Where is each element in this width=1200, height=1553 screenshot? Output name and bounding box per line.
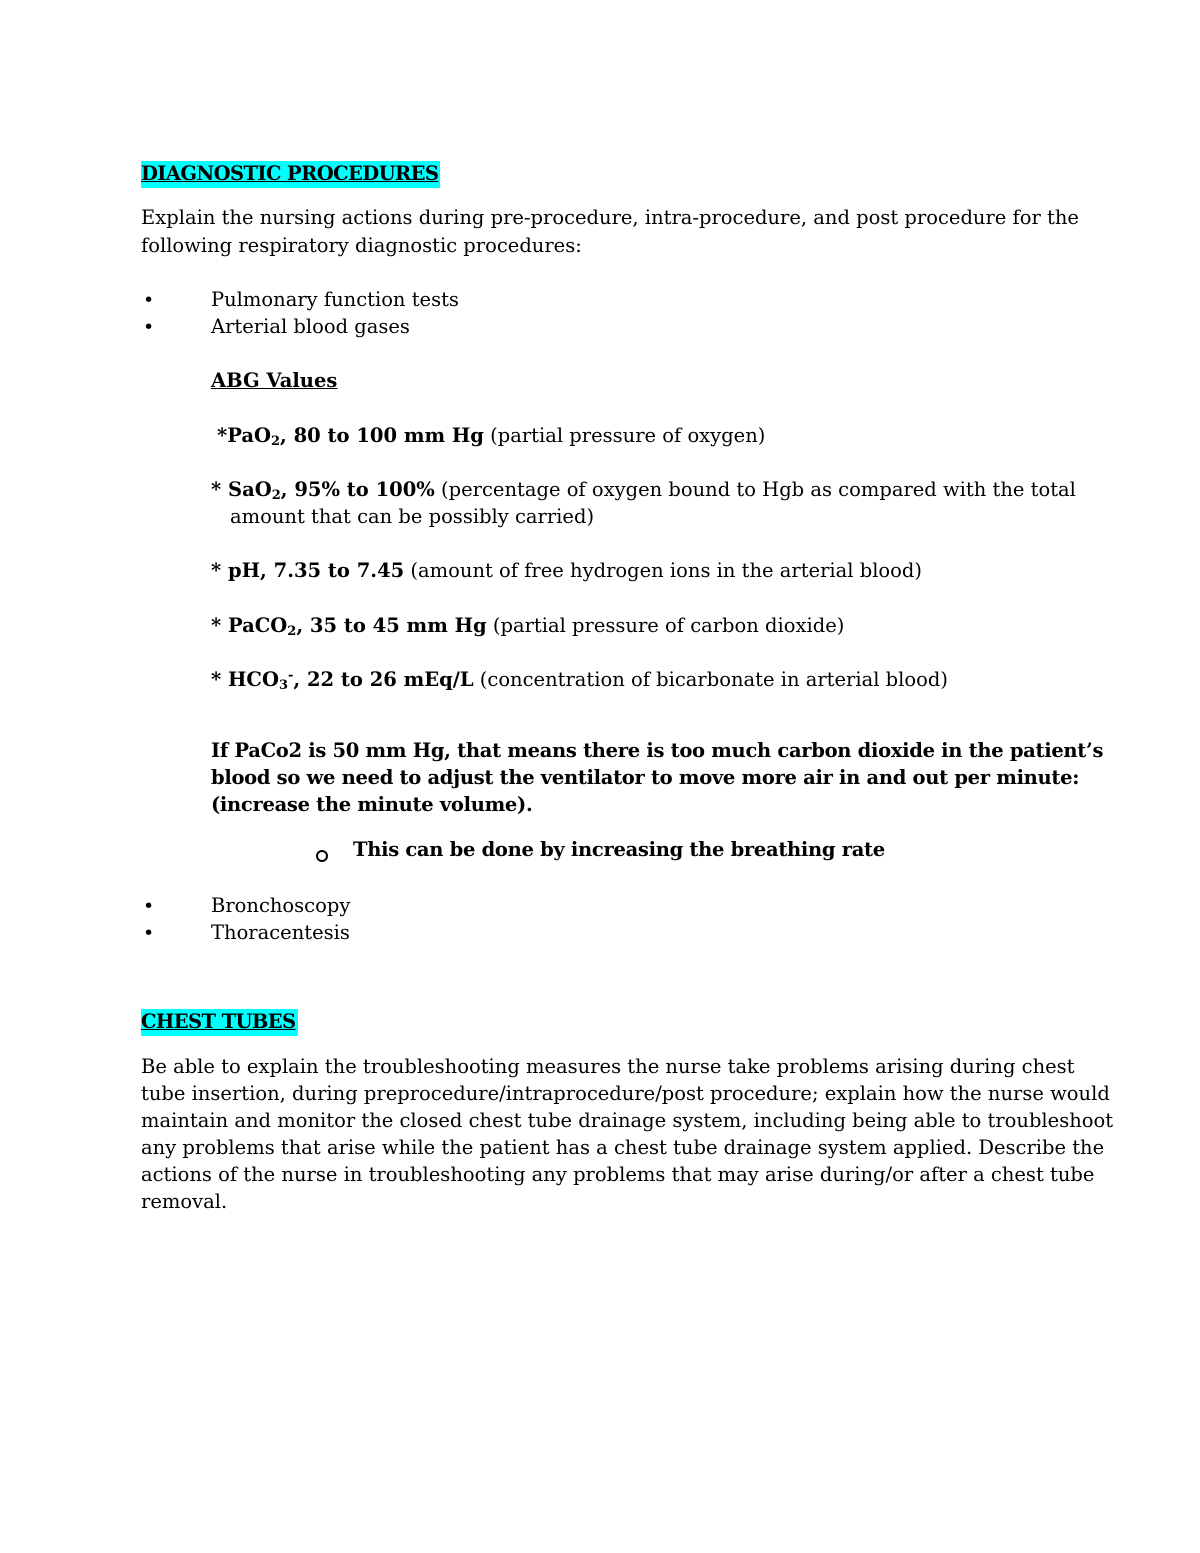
bullet-icon: • [143, 289, 155, 311]
diagnostic-intro-line-1: Explain the nursing actions during pre-procedure, intra-procedure, and post procedure for the [141, 206, 1079, 229]
abg-sao2-line-2: amount that can be possibly carried) [230, 505, 595, 528]
list-item-pulmonary: Pulmonary function tests [211, 288, 459, 311]
list-item-thoracentesis: Thoracentesis [211, 921, 350, 944]
abg-pao2: *PaO$_2$, 80 to 100 mm Hg (partial pressure of oxygen) [217, 424, 766, 449]
chest-paragraph-line: tube insertion, during preprocedure/intraprocedure/post procedure; explain how the nurse would [141, 1082, 1110, 1105]
bullet-icon: • [143, 895, 155, 917]
chest-paragraph-line: any problems that arise while the patient has a chest tube drainage system applied. Describe the [141, 1136, 1105, 1159]
abg-sao2: * SaO$_2$, 95% to 100% (percentage of oxygen bound to Hgb as compared with the total [211, 478, 1076, 503]
abg-note-line-2: blood so we need to adjust the ventilator to move more air in and out per minute: [211, 766, 1080, 789]
circle-bullet-icon [316, 846, 328, 866]
abg-note-line-3: (increase the minute volume). [211, 793, 533, 816]
diagnostic-intro-line-2: following respiratory diagnostic procedures: [141, 234, 582, 257]
chest-paragraph-line: actions of the nurse in troubleshooting any problems that may arise during/or after a chest tube [141, 1163, 1095, 1186]
abg-title: ABG Values [211, 369, 338, 392]
bullet-icon: • [143, 316, 155, 338]
abg-ph: * pH, 7.35 to 7.45 (amount of free hydrogen ions in the arterial blood) [211, 559, 923, 582]
abg-note-line-1: If PaCo2 is 50 mm Hg, that means there is too much carbon dioxide in the patient’s [211, 739, 1104, 762]
abg-sub-bullet: This can be done by increasing the breathing rate [353, 838, 885, 861]
chest-heading: CHEST TUBES [141, 1012, 298, 1032]
abg-paco2: * PaCO$_2$, 35 to 45 mm Hg (partial pressure of carbon dioxide) [211, 614, 845, 639]
chest-paragraph-line: removal. [141, 1190, 228, 1213]
chest-paragraph-line: maintain and monitor the closed chest tube drainage system, including being able to troubleshoot [141, 1109, 1114, 1132]
bullet-icon: • [143, 922, 155, 944]
list-item-bronchoscopy: Bronchoscopy [211, 894, 351, 917]
abg-hco3: * $HCO_3^-$, 22 to 26 mEq/L (concentration of bicarbonate in arterial blood) [211, 668, 948, 693]
list-item-abg: Arterial blood gases [211, 315, 410, 338]
diagnostic-heading: DIAGNOSTIC PROCEDURES [141, 164, 440, 184]
chest-paragraph-line: Be able to explain the troubleshooting measures the nurse take problems arising during chest [141, 1055, 1075, 1078]
